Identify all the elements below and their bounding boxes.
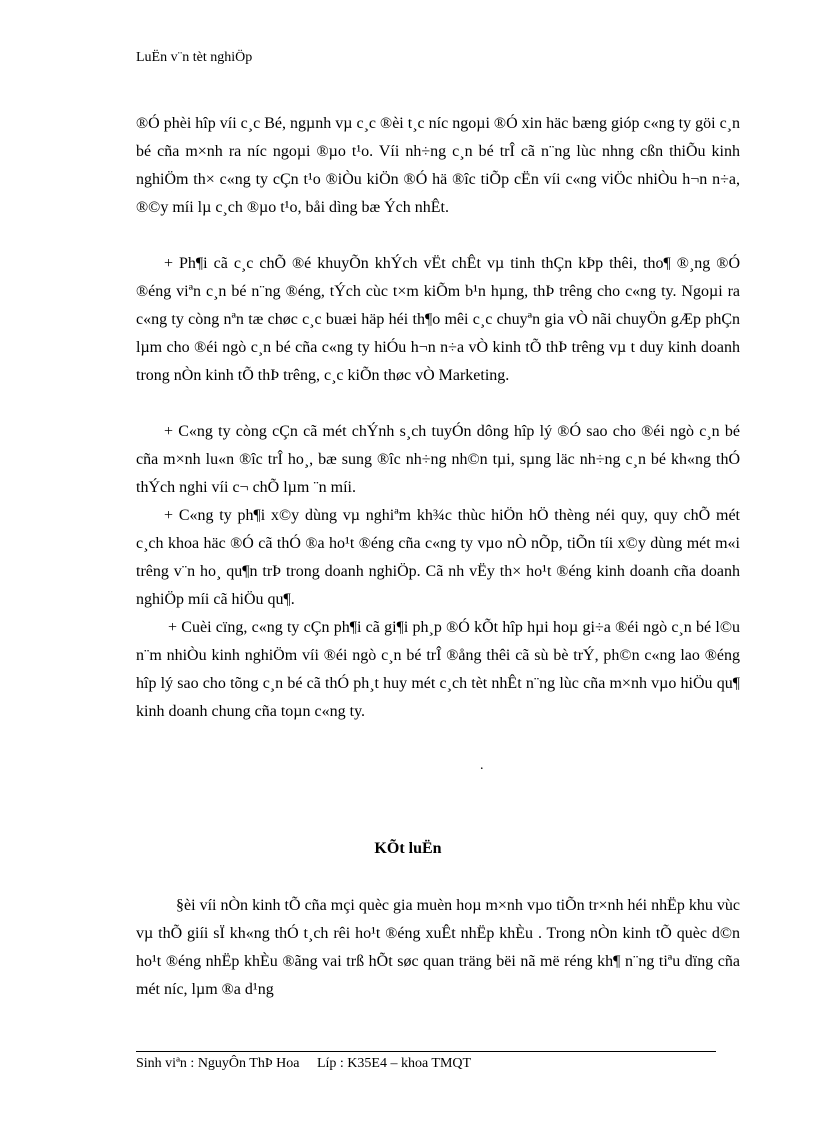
paragraph-4: + C«ng ty ph¶i x©y dùng vµ nghiªm kh¾c thùc hiÖn hÖ thèng néi quy, quy chÕ mét c¸ch khoa häc ®Ó cã thÓ ®a ho¹t ®éng cña c«ng ty vµo nÒ nÕp, tiÕn tíi x©y dùng mét m«i trêng v¨n ho¸ qu¶n trÞ trong doanh nghiÖp. Cã nh vËy th× ho¹t ®éng kinh doanh cña doanh nghiÖp míi cã hiÖu qu¶.: [136, 507, 740, 608]
conclusion-heading: KÕt luËn: [374, 840, 442, 857]
page-footer: Sinh viªn : NguyÔn ThÞ Hoa Líp : K35E4 – khoa TMQT: [136, 1056, 472, 1071]
conclusion-paragraph: §èi víi nÒn kinh tÕ cña mçi quèc gia muèn hoµ m×nh vµo tiÕn tr×nh héi nhËp khu vùc vµ thÕ giíi sÏ kh«ng thÓ t¸ch rêi ho¹t ®éng xuÊt nhËp khÈu . Trong nÒn kinh tÕ quèc d©n ho¹t ®éng nhËp khÈu ®ãng vai trß hÕt søc quan träng bëi nã më réng kh¶ n¨ng tiªu dïng cña mét níc, lµm ®a d¹ng: [136, 897, 740, 998]
paragraph-5: + Cuèi cïng, c«ng ty cÇn ph¶i cã gi¶i ph¸p ®Ó kÕt hîp hµi hoµ gi÷a ®éi ngò c¸n bé l©u n¨m nhiÒu kinh nghiÖm víi ®éi ngò c¸n bé trÎ ®ång thêi cã sù bè trÝ, ph©n c«ng lao ®éng hîp lý sao cho tõng c¸n bé cã thÓ ph¸t huy mét c¸ch tèt nhÊt n¨ng lùc cña m×nh vµo hiÖu qu¶ kinh doanh chung cña toµn c«ng ty.: [136, 619, 740, 720]
stray-dot: .: [480, 758, 484, 773]
page-header: LuËn v¨n tèt nghiÖp: [136, 50, 253, 65]
paragraph-1: ®Ó phèi hîp víi c¸c Bé, ngµnh vµ c¸c ®èi t¸c níc ngoµi ®Ó xin häc bæng gióp c«ng ty göi c¸n bé cña m×nh ra níc ngoµi ®µo t¹o. Víi nh÷ng c¸n bé trÎ cã n¨ng lùc nhng cßn thiÕu kinh nghiÖm th× c«ng ty cÇn t¹o ®iÒu kiÖn ®Ó hä ®îc tiÕp cËn víi c«ng viÖc nhiÒu h¬n n÷a, ®©y míi lµ c¸ch ®µo t¹o, båi dìng bæ Ých nhÊt.: [136, 115, 740, 216]
footer-divider: [136, 1051, 716, 1052]
paragraph-3: + C«ng ty còng cÇn cã mét chÝnh s¸ch tuyÓn dông hîp lý ®Ó sao cho ®éi ngò c¸n bé cña m×nh lu«n ®îc trÎ ho¸, bæ sung ®îc nh÷ng nh©n tµi, sµng läc nh÷ng c¸n bé kh«ng thÓ thÝch nghi víi c¬ chÕ lµm ¨n míi.: [136, 423, 740, 496]
paragraph-2: + Ph¶i cã c¸c chÕ ®é khuyÕn khÝch vËt chÊt vµ tinh thÇn kÞp thêi, tho¶ ®¸ng ®Ó ®éng viªn c¸n bé n¨ng ®éng, tÝch cùc t×m kiÕm b¹n hµng, thÞ trêng cho c«ng ty. Ngoµi ra c«ng ty còng nªn tæ chøc c¸c buæi häp héi th¶o mêi c¸c chuyªn gia vÒ nãi chuyÖn gÆp phÇn lµm cho ®éi ngò c¸n bé cña c«ng ty hiÓu h¬n n÷a vÒ kinh tÕ thÞ trêng vµ t duy kinh doanh trong nÒn kinh tÕ thÞ trêng, c¸c kiÕn thøc vÒ Marketing.: [136, 255, 740, 384]
